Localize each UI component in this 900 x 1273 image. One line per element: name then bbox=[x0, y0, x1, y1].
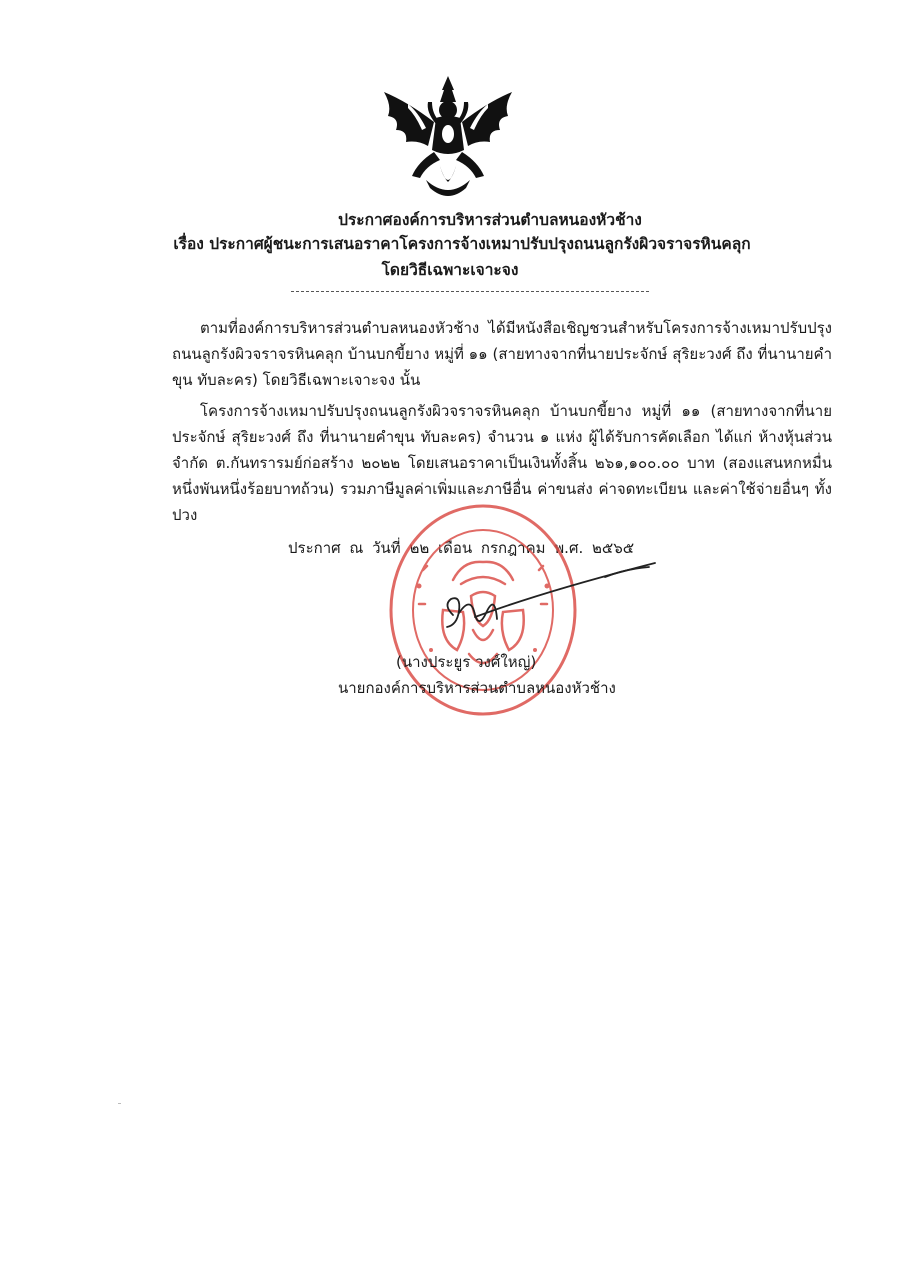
heading-organization: ประกาศองค์การบริหารส่วนตำบลหนองหัวช้าง bbox=[338, 211, 642, 229]
signatory-name: (นางประยูร วงศ์ใหญ่) bbox=[396, 653, 537, 671]
paragraph-1-text: ตามที่องค์การบริหารส่วนตำบลหนองหัวช้าง ได้มีหนังสือเชิญชวนสำหรับโครงการจ้างเหมาปรับปรุงถนนลูกรังผิวจราจรหินคลุก บ้านบกขี้ยาง หมู่ที่ ๑๑ (สายทางจากที่นายประจักษ์ สุริยะวงศ์ ถึง ที่นานายคำขุน ทับละคร) โดยวิธีเฉพาะเจาะจง นั้น bbox=[172, 319, 832, 389]
signature-icon bbox=[425, 555, 665, 645]
heading-method: โดยวิธีเฉพาะเจาะจง bbox=[381, 261, 519, 279]
announcement-date: ประกาศ ณ วันที่ ๒๒ เดือน กรกฎาคม พ.ศ. ๒๕๖๕ bbox=[288, 539, 635, 557]
garuda-emblem-icon bbox=[378, 72, 518, 204]
heading-subject: เรื่อง ประกาศผู้ชนะการเสนอราคาโครงการจ้างเหมาปรับปรุงถนนลูกรังผิวจราจรหินคลุก bbox=[173, 235, 751, 253]
paragraph-2-text: โครงการจ้างเหมาปรับปรุงถนนลูกรังผิวจราจรหินคลุก บ้านบกขี้ยาง หมู่ที่ ๑๑ (สายทางจากที่นายประจักษ์ สุริยะวงศ์ ถึง ที่นานายคำขุน ทับละคร) จำนวน ๑ แห่ง ผู้ได้รับการคัดเลือก ได้แก่ ห้างหุ้นส่วนจำกัด ต.กันทรารมย์ก่อสร้าง ๒๐๒๒ โดยเสนอราคาเป็นเงินทั้งสิ้น ๒๖๑,๑๐๐.๐๐ บาท (สองแสนหกหมื่นหนึ่งพันหนึ่งร้อยบาทถ้วน) รวมภาษีมูลค่าเพิ่มและภาษีอื่น ค่าขนส่ง ค่าจดทะเบียน และค่าใช้จ่ายอื่นๆ ทั้งปวง bbox=[172, 402, 832, 524]
heading-divider bbox=[291, 291, 649, 292]
scan-speck bbox=[118, 1103, 121, 1104]
signatory-position: นายกองค์การบริหารส่วนตำบลหนองหัวช้าง bbox=[338, 679, 616, 697]
body-paragraph-1 bbox=[172, 315, 832, 393]
